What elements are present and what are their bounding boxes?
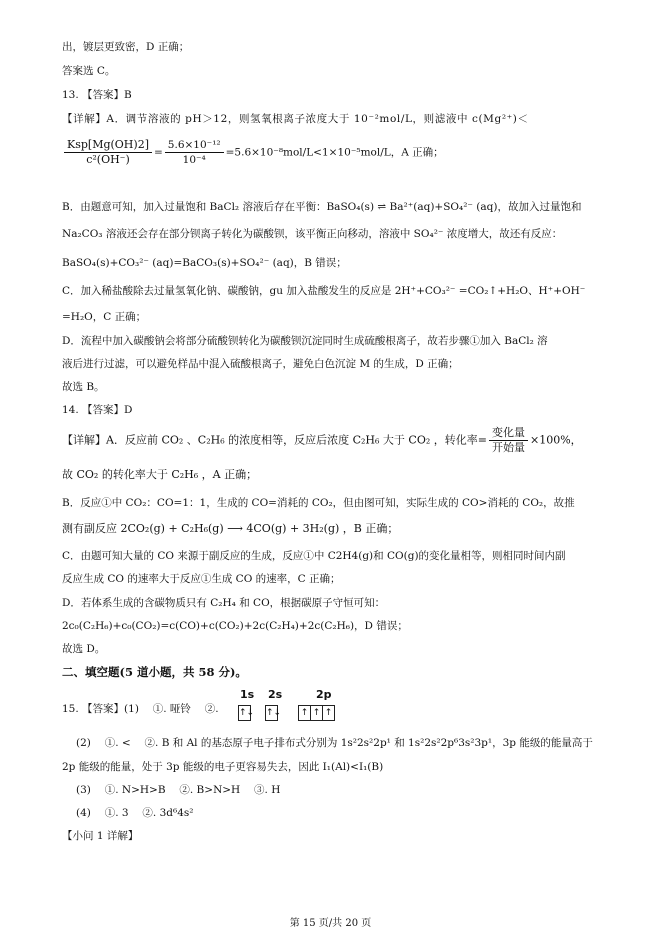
text-line: 反应生成 CO 的速率大于反应①生成 CO 的速率，C 正确； — [62, 573, 341, 585]
text-line: BaSO₄(s)+CO₃²⁻ (aq)=BaCO₃(s)+SO₄²⁻ (aq)，B 错误； — [62, 257, 347, 269]
text-line: B．由题意可知，加入过量饱和 BaCl₂ 溶液后存在平衡：BaSO₄(s) ⇌ Ba²⁺(aq)+SO₄²⁻ (aq)，故加入过量饱和 — [62, 201, 582, 213]
text-segment: 【详解】A．反应前 CO₂ 、C₂H₆ 的浓度相等，反应后浓度 C₂H₆ 大于 CO₂ ，转化率= — [62, 433, 487, 447]
question-14-heading: 14. 【答案】D — [62, 404, 133, 416]
electron-single: ↑ — [311, 706, 323, 720]
text-line: =H₂O，C 正确； — [62, 311, 147, 323]
electron-pair: ↑↓ — [239, 708, 255, 718]
text-line: B．反应①中 CO₂：CO=1：1，生成的 CO=消耗的 CO₂，但由图可知，实际生成的 CO>消耗的 CO₂，故推 — [62, 497, 575, 509]
question-13-heading: 13. 【答案】B — [62, 89, 132, 101]
text-line: 出，镀层更致密，D 正确； — [62, 41, 190, 53]
text-line: 2p 能级的能量，处于 3p 能级的电子更容易失去，因此 I₁(Al)<I₁(B) — [62, 761, 384, 773]
text-line: 故 CO₂ 的转化率大于 C₂H₆ ，A 正确； — [62, 468, 258, 481]
orbital-box-1s — [238, 705, 255, 721]
ksp-fraction — [64, 138, 152, 167]
fraction-denominator: c²(OH⁻) — [86, 153, 130, 166]
orbital-diagram — [232, 688, 362, 724]
orbital-label-1s: 1s — [240, 688, 255, 701]
fraction-denominator: 开始量 — [491, 441, 525, 454]
fraction-numerator: 5.6×10⁻¹² — [165, 138, 224, 153]
formula-line: $\frac{\text{Ksp[Mg(OH)2]}}{\text{c²(OH⁻)}}$ = $\frac{\text{5.6×10⁻¹²}}{\text{10⁻⁴}}$ =5.6×10⁻⁸mol/L<1×10⁻⁵mol/L，A 正确； — [62, 138, 444, 167]
text-line: C．加入稀盐酸除去过量氢氧化钠、碳酸钠，gu 加入盐酸发生的反应是 2H⁺+CO₃²⁻ =CO₂↑+H₂O、H⁺+OH⁻ — [62, 285, 586, 297]
conversion-fraction — [489, 426, 528, 455]
text-line: 故选 B。 — [62, 381, 105, 393]
text-line: Na₂CO₃ 溶液还会存在部分钡离子转化为碳酸钡，该平衡正向移动，溶液中 SO₄²⁻ 浓度增大，故还有反应： — [62, 228, 563, 240]
orbital-box-2s — [265, 705, 282, 721]
fraction-denominator: 10⁻⁴ — [182, 154, 206, 166]
orbital-box-2p — [298, 705, 335, 721]
section-heading: 二、填空题(5 道小题，共 58 分)。 — [62, 665, 247, 679]
fraction-numerator: 变化量 — [489, 426, 528, 441]
page-footer: 第 15 页/共 20 页 — [289, 918, 372, 929]
text-line: 【详解】A．调节溶液的 pH＞12，则氢氧根离子浓度大于 10⁻²mol/L，则滤液中 c(Mg²⁺)＜ — [62, 113, 529, 125]
electron-pair: ↑↓ — [266, 708, 282, 718]
text-line: (3) ①. N>H>B ②. B>N>H ③. H — [76, 784, 281, 796]
electron-single: ↑ — [299, 706, 311, 720]
text-segment: ×100%， — [529, 433, 582, 447]
electron-single: ↑ — [324, 708, 333, 718]
text-line: 测有副反应 2CO₂(g) + C₂H₆(g) ⟶ 4CO(g) + 3H₂(g) ，B 正确； — [62, 522, 399, 535]
text-line: 故选 D。 — [62, 643, 106, 655]
text-line: (2) ①. < ②. B 和 Al 的基态原子电子排布式分别为 1s²2s²2p¹ 和 1s²2s²2p⁶3s²3p¹，3p 能级的能量高于 — [76, 737, 593, 749]
text-line: 2c₀(C₂H₆)+c₀(CO₂)=c(CO)+c(CO₂)+2c(C₂H₄)+2c(C₂H₆)，D 错误； — [62, 620, 408, 632]
question-15-heading: 15. 【答案】(1) ①. 哑铃 ②. — [62, 703, 219, 715]
formula-line — [62, 426, 582, 455]
orbital-label-2s: 2s — [268, 688, 283, 701]
fraction-numerator: Ksp[Mg(OH)2] — [64, 138, 152, 153]
text-line: 答案选 C。 — [62, 65, 116, 77]
text-line: D．流程中加入碳酸钠会将部分硫酸钡转化为碳酸钡沉淀同时生成硫酸根离子，故若步骤①加入 BaCl₂ 溶 — [62, 335, 548, 347]
orbital-label-2p: 2p — [316, 688, 332, 701]
text-line: C．由题可知大量的 CO 来源于副反应的生成，反应①中 C2H4(g)和 CO(g)的变化量相等，则相同时间内副 — [62, 550, 566, 562]
formula-tail: =5.6×10⁻⁸mol/L<1×10⁻⁵mol/L，A 正确； — [225, 146, 444, 159]
subquestion-heading: 【小问 1 详解】 — [62, 830, 139, 842]
value-fraction — [165, 138, 224, 167]
text-line: (4) ①. 3 ②. 3d⁶4s² — [76, 807, 194, 819]
text-line: D．若体系生成的含碳物质只有 C₂H₄ 和 CO，根据碳原子守恒可知： — [62, 597, 386, 609]
text-line: 液后进行过滤，可以避免样品中混入硫酸根离子，避免白色沉淀 M 的生成，D 正确； — [62, 358, 459, 370]
